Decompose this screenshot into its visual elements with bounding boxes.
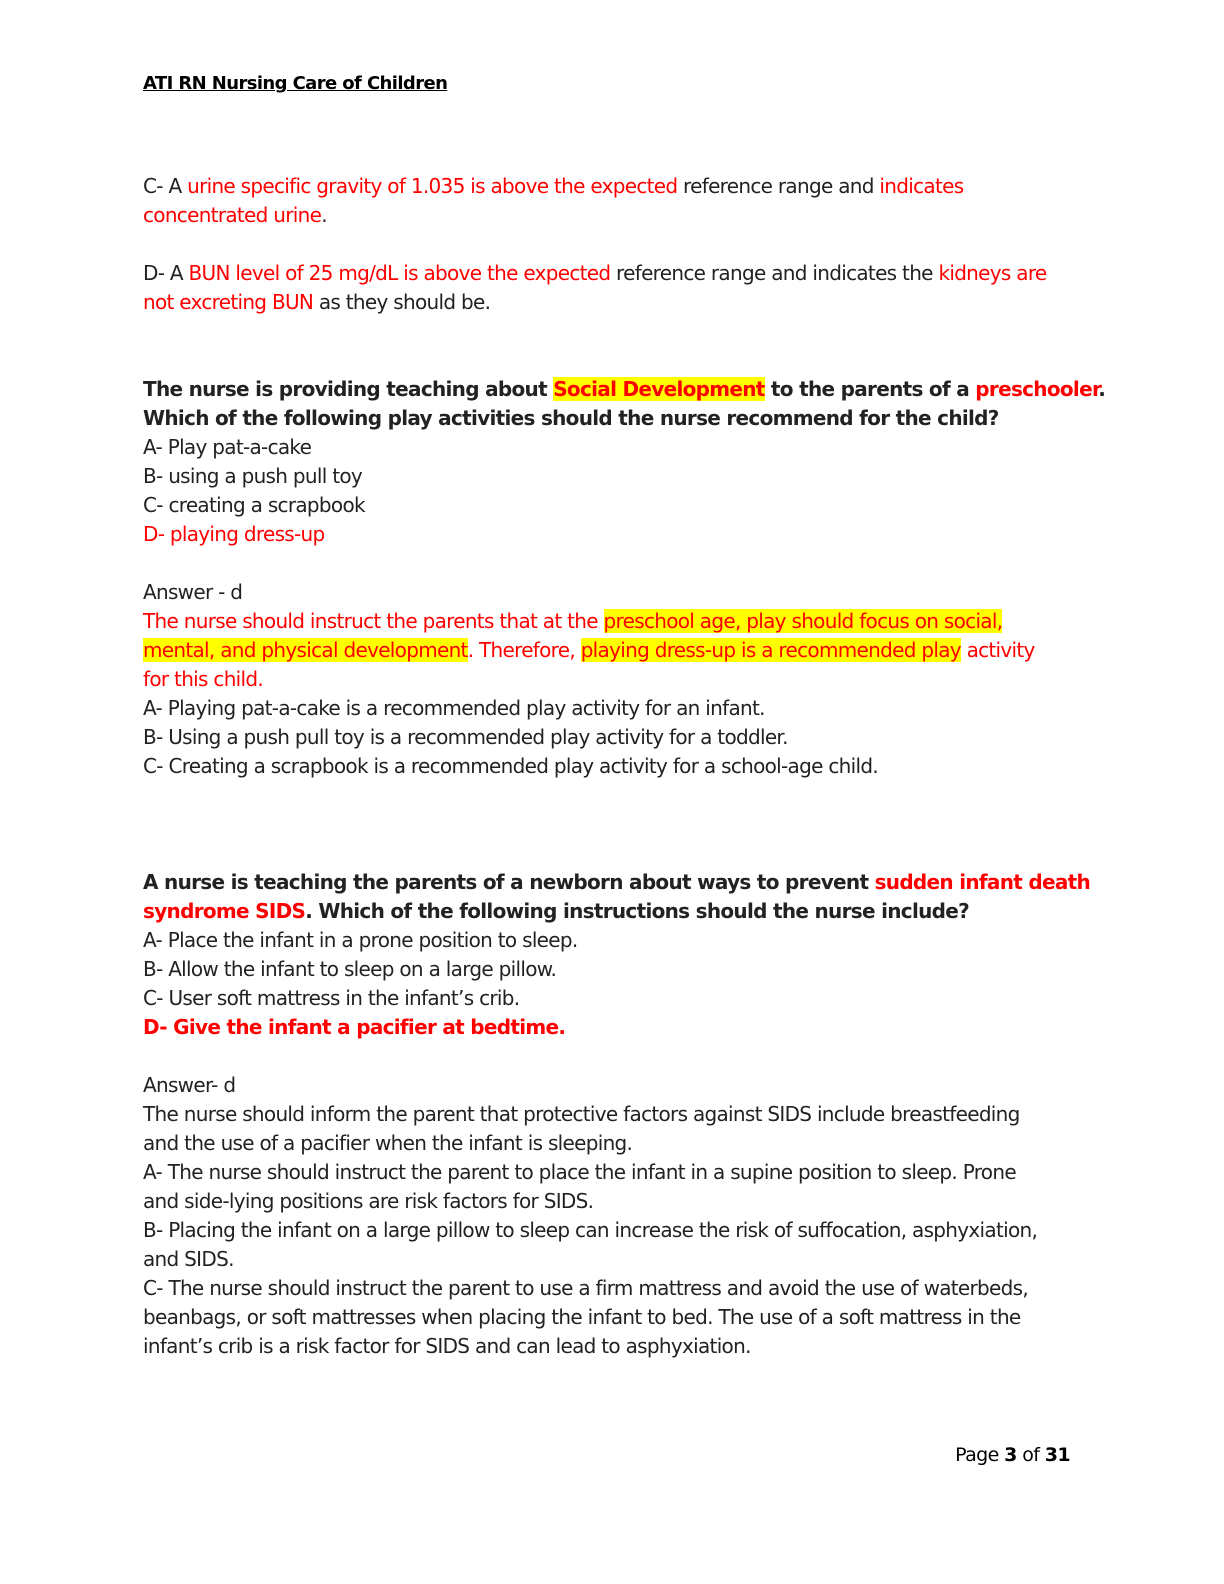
q2-option-d: D- Give the infant a pacifier at bedtime. xyxy=(143,1015,566,1039)
q2-rationale-c-line-2: beanbags, or soft mattresses when placing the infant to bed. The use of a soft mattress in the xyxy=(143,1305,1021,1329)
q1-answer: Answer - d xyxy=(143,580,243,604)
q1-option-d: D- playing dress-up xyxy=(143,522,325,546)
q2-option-a: A- Place the infant in a prone position to sleep. xyxy=(143,928,578,952)
q1-explanation-line-1: The nurse should instruct the parents that at the preschool age, play should focus on social, xyxy=(143,609,1003,633)
q2-option-c: C- User soft mattress in the infant’s crib. xyxy=(143,986,520,1010)
page-footer: Page 3 of 31 xyxy=(955,1444,1070,1466)
rationale-c-line-1: C- A urine specific gravity of 1.035 is above the expected reference range and indicates xyxy=(143,174,964,198)
q2-explanation-line-2: and the use of a pacifier when the infant is sleeping. xyxy=(143,1131,633,1155)
q2-rationale-c-line-3: infant’s crib is a risk factor for SIDS and can lead to asphyxiation. xyxy=(143,1334,751,1358)
q1-stem-line-1: The nurse is providing teaching about Social Development to the parents of a preschooler. xyxy=(143,377,1106,401)
q1-explanation-line-2: mental, and physical development. Therefore, playing dress-up is a recommended play activity xyxy=(143,638,1035,662)
page-number: 3 xyxy=(1004,1444,1017,1466)
q1-stem-line-2: Which of the following play activities should the nurse recommend for the child? xyxy=(143,406,999,430)
q1-rationale-b: B- Using a push pull toy is a recommended play activity for a toddler. xyxy=(143,725,788,749)
q2-rationale-a-line-2: and side-lying positions are risk factors for SIDS. xyxy=(143,1189,594,1213)
rationale-c-line-2: concentrated urine. xyxy=(143,203,327,227)
q1-option-b: B- using a push pull toy xyxy=(143,464,363,488)
q2-rationale-b-line-2: and SIDS. xyxy=(143,1247,234,1271)
q2-rationale-b-line-1: B- Placing the infant on a large pillow to sleep can increase the risk of suffocation, asphyxiation, xyxy=(143,1218,1038,1242)
q1-rationale-c: C- Creating a scrapbook is a recommended play activity for a school-age child. xyxy=(143,754,878,778)
q1-option-a: A- Play pat-a-cake xyxy=(143,435,312,459)
rationale-d-line-2: not excreting BUN as they should be. xyxy=(143,290,491,314)
q2-explanation-line-1: The nurse should inform the parent that protective factors against SIDS include breastfeeding xyxy=(143,1102,1020,1126)
q2-rationale-c-line-1: C- The nurse should instruct the parent to use a firm mattress and avoid the use of waterbeds, xyxy=(143,1276,1029,1300)
page-content xyxy=(143,172,1106,1361)
q1-explanation-line-3: for this child. xyxy=(143,667,264,691)
q2-stem-line-1: A nurse is teaching the parents of a newborn about ways to prevent sudden infant death xyxy=(143,870,1091,894)
q2-answer: Answer- d xyxy=(143,1073,236,1097)
q1-option-c: C- creating a scrapbook xyxy=(143,493,365,517)
q2-rationale-a-line-1: A- The nurse should instruct the parent to place the infant in a supine position to sleep. Prone xyxy=(143,1160,1016,1184)
q1-rationale-a: A- Playing pat-a-cake is a recommended play activity for an infant. xyxy=(143,696,765,720)
page-header: ATI RN Nursing Care of Children xyxy=(143,73,448,94)
page-total: 31 xyxy=(1044,1444,1070,1466)
q2-option-b: B- Allow the infant to sleep on a large pillow. xyxy=(143,957,557,981)
q2-stem-line-2: syndrome SIDS. Which of the following instructions should the nurse include? xyxy=(143,899,970,923)
rationale-d-line-1: D- A BUN level of 25 mg/dL is above the expected reference range and indicates the kidneys are xyxy=(143,261,1047,285)
